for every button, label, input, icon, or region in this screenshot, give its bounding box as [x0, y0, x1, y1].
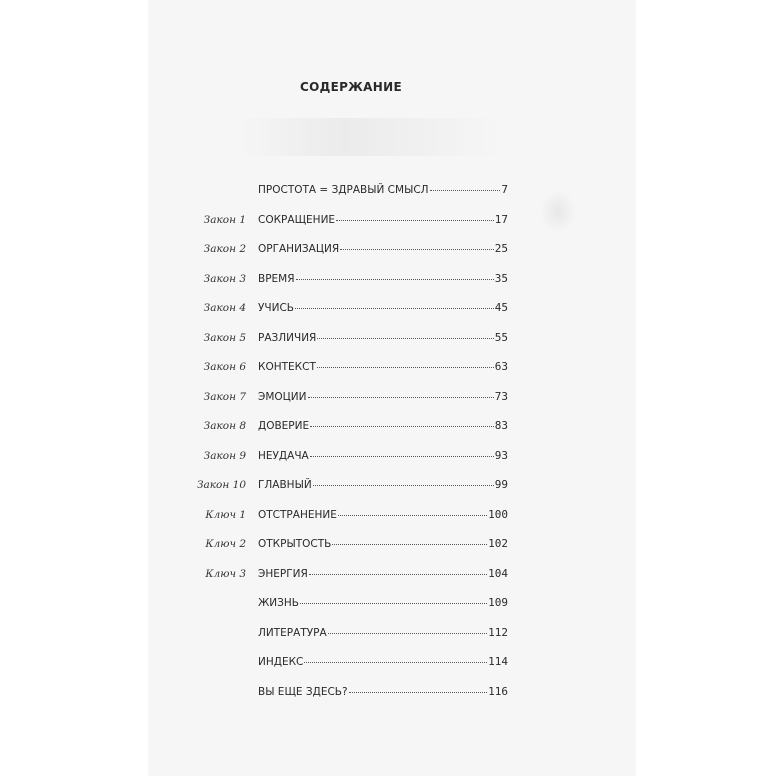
toc-row	[0, 478, 776, 496]
toc-row-page-number: 109	[488, 596, 508, 609]
toc-row-title: ЖИЗНЬ	[258, 597, 299, 609]
toc-row-page-number: 55	[494, 330, 508, 344]
toc-row-title: РАЗЛИЧИЯ	[258, 331, 317, 344]
toc-row	[0, 626, 776, 644]
toc-row	[0, 360, 776, 378]
toc-row	[0, 390, 776, 408]
toc-row-line	[258, 419, 508, 432]
toc-row-prefix: Закон 5	[203, 331, 246, 344]
toc-row-title: УЧИСЬ	[258, 302, 294, 314]
toc-row-line	[258, 242, 508, 255]
dot-leader	[310, 456, 494, 457]
toc-row-page-number: 35	[494, 271, 508, 285]
toc-row	[0, 183, 776, 201]
toc-row	[0, 449, 776, 467]
toc-row-line	[258, 183, 508, 196]
toc-row-title: ОРГАНИЗАЦИЯ	[258, 243, 340, 255]
dot-leader	[332, 544, 487, 545]
dot-leader	[338, 515, 487, 516]
toc-row-title: ВЫ ЕЩЕ ЗДЕСЬ?	[258, 685, 348, 698]
dot-leader	[296, 279, 494, 280]
toc-row-title: ВРЕМЯ	[258, 272, 295, 285]
toc-row-line	[258, 390, 508, 403]
toc-row	[0, 213, 776, 231]
toc-row-page-number: 93	[494, 448, 508, 462]
dot-leader	[300, 603, 487, 604]
toc-row-line	[258, 626, 508, 639]
toc-row	[0, 272, 776, 290]
toc-row-prefix: Закон 6	[203, 361, 246, 373]
toc-row-title: ИНДЕКС	[258, 656, 304, 668]
toc-row-line	[258, 331, 508, 344]
toc-row-page-number: 7	[501, 183, 508, 196]
toc-row	[0, 301, 776, 319]
dot-leader	[304, 662, 487, 663]
toc-row-page-number: 99	[494, 478, 508, 491]
toc-row-prefix: Закон 4	[203, 302, 246, 314]
toc-row	[0, 242, 776, 260]
toc-row-page-number: 112	[488, 625, 508, 639]
dot-leader	[336, 220, 494, 221]
toc-row-page-number: 63	[494, 360, 508, 373]
dot-leader	[310, 426, 494, 427]
toc-row-line	[258, 596, 508, 609]
dot-leader	[349, 692, 488, 693]
toc-row-page-number: 102	[488, 537, 508, 550]
toc-row-line	[258, 272, 508, 285]
toc-row-title: ЭМОЦИИ	[258, 390, 307, 403]
toc-row-prefix: Ключ 3	[205, 567, 246, 580]
toc-row	[0, 508, 776, 526]
toc-row-title: ГЛАВНЫЙ	[258, 479, 312, 491]
toc-row-page-number: 114	[488, 655, 508, 668]
toc-row	[0, 331, 776, 349]
toc-row-line	[258, 478, 508, 491]
toc-row-prefix: Закон 7	[203, 390, 246, 403]
toc-row-prefix: Ключ 1	[205, 508, 246, 521]
toc-row-title: ДОВЕРИЕ	[258, 420, 310, 432]
toc-row-line	[258, 655, 508, 668]
toc-row-page-number: 116	[488, 684, 508, 698]
dot-leader	[295, 308, 494, 309]
dot-leader	[317, 338, 493, 339]
toc-row-line	[258, 685, 508, 698]
toc-row-line	[258, 301, 508, 314]
toc-row-line	[258, 360, 508, 373]
toc-row-page-number: 83	[494, 419, 508, 432]
toc-row	[0, 567, 776, 585]
toc-row-line	[258, 508, 508, 521]
toc-row-title: ПРОСТОТА = ЗДРАВЫЙ СМЫСЛ	[258, 184, 429, 196]
dot-leader	[340, 249, 494, 250]
toc-row-line	[258, 567, 508, 580]
toc-row-title: НЕУДАЧА	[258, 449, 309, 462]
toc-row-prefix: Закон 1	[203, 213, 246, 226]
show-through-shadow	[236, 118, 504, 156]
toc-row-page-number: 17	[494, 212, 508, 226]
dot-leader	[430, 190, 501, 191]
toc-row-page-number: 25	[494, 242, 508, 255]
toc-row	[0, 655, 776, 673]
toc-row-prefix: Закон 8	[203, 420, 246, 432]
toc-row-title: ЛИТЕРАТУРА	[258, 626, 327, 639]
toc-row-title: КОНТЕКСТ	[258, 361, 316, 373]
toc-row-line	[258, 213, 508, 226]
toc-row-page-number: 73	[494, 389, 508, 403]
toc-row-prefix: Закон 9	[203, 449, 246, 462]
toc-row-line	[258, 537, 508, 550]
dot-leader	[308, 397, 494, 398]
dot-leader	[317, 367, 494, 368]
toc-row-prefix: Ключ 2	[205, 538, 246, 550]
toc-row-prefix: Закон 2	[203, 243, 246, 255]
toc-row-prefix: Закон 10	[196, 479, 246, 491]
contents-heading: СОДЕРЖАНИЕ	[300, 80, 402, 94]
toc-row-title: ЭНЕРГИЯ	[258, 567, 308, 580]
toc-row	[0, 537, 776, 555]
toc-row-line	[258, 449, 508, 462]
toc-row-page-number: 104	[488, 566, 508, 580]
toc-row-page-number: 45	[494, 301, 508, 314]
toc-row	[0, 596, 776, 614]
toc-row-prefix: Закон 3	[203, 272, 246, 285]
toc-row-title: ОТКРЫТОСТЬ	[258, 538, 332, 550]
dot-leader	[328, 633, 487, 634]
dot-leader	[309, 574, 487, 575]
toc-row	[0, 685, 776, 703]
toc-row-title: СОКРАЩЕНИЕ	[258, 213, 336, 226]
dot-leader	[313, 485, 494, 486]
toc-row-page-number: 100	[488, 507, 508, 521]
toc-row-title: ОТСТРАНЕНИЕ	[258, 508, 337, 521]
toc-row	[0, 419, 776, 437]
